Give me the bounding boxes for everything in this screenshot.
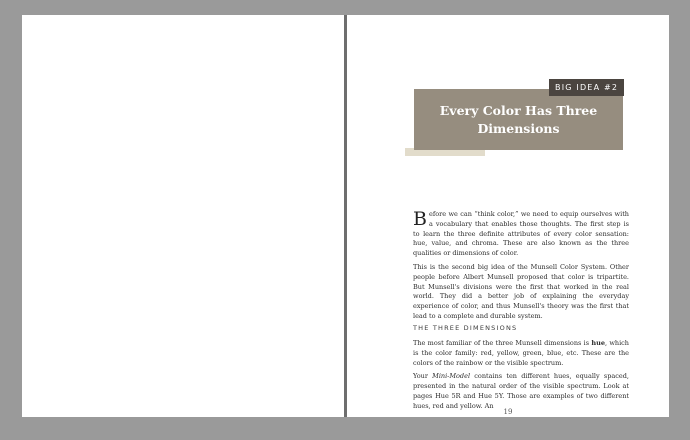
mini-model-paragraph: Your Mini-Model contains ten different hues, equally spaced, presented in the natural order of the visible spectrum. Look at pages Hue 5R and Hue 5Y. Those are examples of two different hues, red and yellow. An — [413, 372, 629, 410]
intro-text — [413, 210, 629, 326]
intro-paragraph — [413, 210, 629, 259]
section-heading: THE THREE DIMENSIONS — [413, 324, 518, 332]
title-box — [414, 89, 623, 150]
page-title: Every Color Has Three Dimensions — [439, 102, 598, 136]
big-idea-tag: BIG IDEA #2 — [549, 79, 624, 96]
hue-term: hue — [591, 339, 605, 347]
left-page — [22, 15, 344, 417]
section-text — [413, 339, 629, 416]
hue-paragraph: The most familiar of the three Munsell dimensions is hue, which is the color family: red, yellow, green, blue, etc. These are the colors of the rainbow or the visible spectrum. — [413, 339, 629, 367]
right-page — [347, 15, 669, 417]
mini-model-term: Mini-Model — [432, 372, 471, 381]
drop-cap: B — [413, 208, 427, 230]
page-number: 19 — [503, 408, 513, 416]
second-paragraph: This is the second big idea of the Munsell Color System. Other people before Albert Munsell proposed that color is tripartite. But Munsell's divisions were the first that worked in the real world. They did a better job of explaining the everyday experience of color, and thus Munsell's theory was the first that lead to a complete and durable system. — [413, 262, 629, 320]
intro-paragraph-text: efore we can “think color,” we need to equip ourselves with a vocabulary that enables those thoughts. The first step is to learn the three definite attributes of every color sensation: hue, value, and chroma. These are also known as the three qualities or dimensions of color. — [413, 210, 629, 258]
